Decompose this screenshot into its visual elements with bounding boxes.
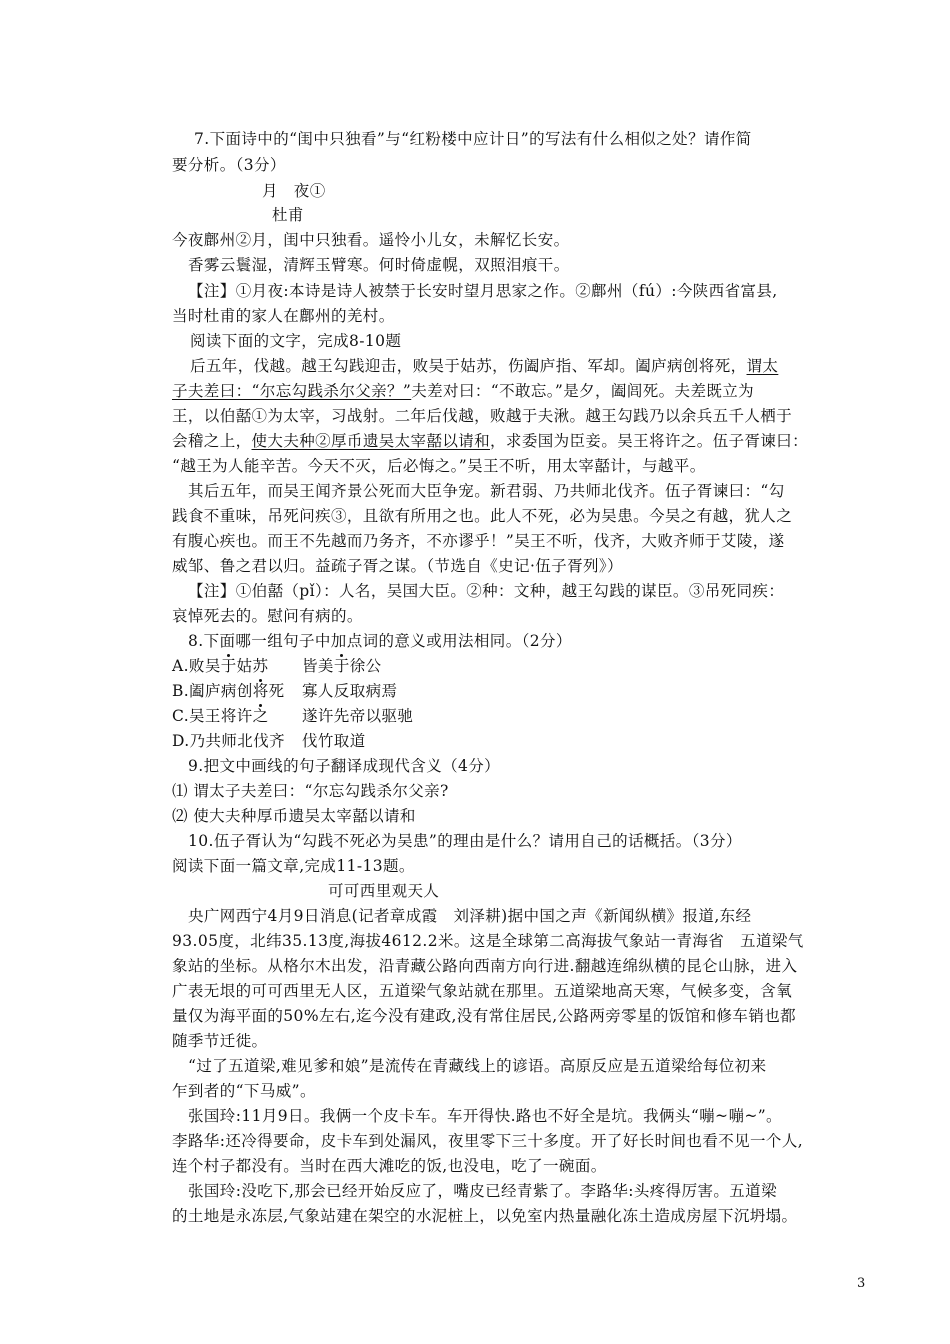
dotted-word: 于 <box>333 657 350 675</box>
q8-option-a <box>172 656 382 676</box>
passage2-line: 张国玲:没吃下,那会已经开始反应了，嘴皮已经青紫了。李路华:头疼得厉害。五道梁 <box>188 1182 777 1200</box>
underlined-sentence-2: 使大夫种②厚币遗吴太宰嚭以请和 <box>251 432 491 450</box>
passage1-intro: 阅读下面的文字，完成8-10题 <box>190 332 402 350</box>
passage1-line <box>190 356 778 376</box>
passage2-line: 量仅为海平面的50%左右,迄今没有建政,没有常住居民,公路两旁零星的饭馆和修车销也都 <box>172 1007 797 1025</box>
q8-option-b <box>172 681 398 701</box>
passage2-line: 央广网西宁4月9日消息(记者章成霞 刘泽耕)据中国之声《新闻纵横》报道,东经 <box>188 907 752 925</box>
passage2-line: 李路华:还冷得要命，皮卡车到处漏风，夜里零下三十多度。开了好长时间也看不见一个人, <box>172 1132 804 1150</box>
page-number: 3 <box>857 1276 866 1291</box>
text-span: 徐公 <box>349 657 382 675</box>
passage2-line: 随季节迁徙。 <box>172 1032 268 1050</box>
passage1-line: 其后五年，而吴王闻齐景公死而大臣争宠。新君弱、乃共师北伐齐。伍子胥谏曰：“勾 <box>188 482 785 500</box>
dotted-word: 将 <box>252 682 269 700</box>
poem-line-2: 香雾云鬟湿，清辉玉臂寒。何时倚虚幌，双照泪痕干。 <box>188 256 570 274</box>
passage2-title: 可可西里观天人 <box>328 882 440 900</box>
passage2-line: 93.05度，北纬35.13度,海拔4612.2米。这是全球第二高海拔气象站一青海省 五道梁气 <box>172 932 804 950</box>
passage2-line: “过了五道梁,难见爹和娘”是流传在青藏线上的谚语。高原反应是五道梁给每位初来 <box>188 1057 767 1075</box>
passage1-line <box>172 431 808 451</box>
passage2-line: 象站的坐标。从格尔木出发，沿青藏公路向西南方向行进.翻越连绵纵横的昆仑山脉，进入 <box>172 957 798 975</box>
q9-sentence-1: ⑴ 谓太子夫差曰：“尔忘勾践杀尔父亲? <box>172 782 449 800</box>
underlined-sentence-1: 子夫差曰：“尔忘勾践杀尔父亲？” <box>172 382 412 400</box>
passage2-line: 连个村子都没有。当时在西大滩吃的饭,也没电，吃了一碗面。 <box>172 1157 607 1175</box>
poem-title: 月 夜① <box>262 182 326 200</box>
text-span: D.乃共师北伐齐 <box>172 732 286 750</box>
text-span: 姑苏 <box>236 657 269 675</box>
q7-note-line-2: 当时杜甫的家人在鄜州的羌村。 <box>172 307 395 325</box>
underlined-sentence-1: 谓太 <box>746 357 779 375</box>
passage1-note-line: 哀悼死去的。慰问有病的。 <box>172 607 363 625</box>
passage2-line: 张国玲:11月9日。我俩一个皮卡车。车开得快.路也不好全是坑。我俩头“嘣~嘣~”。 <box>188 1107 782 1125</box>
q7-note-line-1: 【注】①月夜:本诗是诗人被禁于长安时望月思家之作。②鄜州（fú）:今陕西省富县, <box>188 282 778 300</box>
text-span: ，求委国为臣妾。吴王将许之。伍子胥谏曰： <box>490 432 809 450</box>
passage2-line: 乍到者的“下马威”。 <box>172 1082 316 1100</box>
passage1-line: 有腹心疾也。而王不先越而乃务齐，不亦谬乎！”吴王不听，伐齐，大败齐师于艾陵，遂 <box>172 532 785 550</box>
q7-stem-line-2: 要分析。（3分） <box>172 156 286 174</box>
q8-option-d-compare: 伐竹取道 <box>302 732 366 750</box>
passage2-line: 广表无垠的可可西里无人区，五道梁气象站就在那里。五道梁地高天寒，气候多变，含氧 <box>172 982 793 1000</box>
passage2-line: 的土地是永冻层,气象站建在架空的水泥桩上，以免室内热量融化冻土造成房屋下沉坍塌。 <box>172 1207 798 1225</box>
passage1-line: 威邹、鲁之君以归。益疏子胥之谋。（节选自《史记·伍子胥列》） <box>172 557 623 575</box>
q9-stem: 9.把文中画线的句子翻译成现代含义（4分） <box>188 757 501 775</box>
passage2-intro: 阅读下面一篇文章,完成11-13题。 <box>172 857 415 875</box>
text-span: B.阖庐病创 <box>172 682 253 700</box>
q7-stem-line-1: 7.下面诗中的“闺中只独看”与“红粉楼中应计日”的写法有什么相似之处？请作简 <box>194 130 752 148</box>
dotted-word: 之 <box>252 707 269 725</box>
passage1-line: 践食不重味，吊死问疾③，且欲有所用之也。此人不死，必为吴患。今吴之有越，犹人之 <box>172 507 793 525</box>
q10-stem: 10.伍子胥认为“勾践不死必为吴患”的理由是什么？请用自己的话概括。（3分） <box>188 832 742 850</box>
q8-option-c-compare: 遂许先帝以驱驰 <box>302 707 414 725</box>
text-span: 夫差对曰：“不敢忘。”是夕，阖闾死。夫差既立为 <box>411 382 755 400</box>
q9-sentence-2: ⑵ 使大夫种厚币遗吴太宰嚭以请和 <box>172 807 416 825</box>
text-span: 后五年，伐越。越王勾践迎击，败吴于姑苏，伤阖庐指、军却。阖庐病创将死， <box>190 357 747 375</box>
poem-line-1: 今夜鄜州②月，闺中只独看。遥怜小儿女，未解忆长安。 <box>172 231 570 249</box>
passage1-line: 王，以伯嚭①为太宰，习战射。二年后伐越，败越于夫湫。越王勾践乃以余兵五千人栖于 <box>172 407 793 425</box>
passage1-note-line: 【注】①伯嚭（pǐ）：人名，吴国大臣。②种：文种，越王勾践的谋臣。③吊死同疾： <box>188 582 785 600</box>
passage1-line: “越王为人能辛苦。今天不灭，后必悔之。”吴王不听，用太宰嚭计，与越平。 <box>172 457 706 475</box>
q8-option-c <box>172 706 414 726</box>
q8-option-d <box>172 731 366 751</box>
passage1-line <box>172 381 754 401</box>
q8-option-b-compare: 寡人反取病焉 <box>302 682 398 700</box>
text-span: 死 <box>268 682 285 700</box>
dotted-word: 于 <box>220 657 237 675</box>
q8-stem: 8.下面哪一组句子中加点词的意义或用法相同。（2分） <box>188 632 572 650</box>
text-span: A.败吴 <box>172 657 221 675</box>
text-span: 皆美 <box>302 657 334 675</box>
text-span: 会稽之上， <box>172 432 252 450</box>
q8-option-a-compare <box>302 656 382 676</box>
text-span: C.吴王将许 <box>172 707 253 725</box>
poem-author: 杜甫 <box>272 206 304 224</box>
